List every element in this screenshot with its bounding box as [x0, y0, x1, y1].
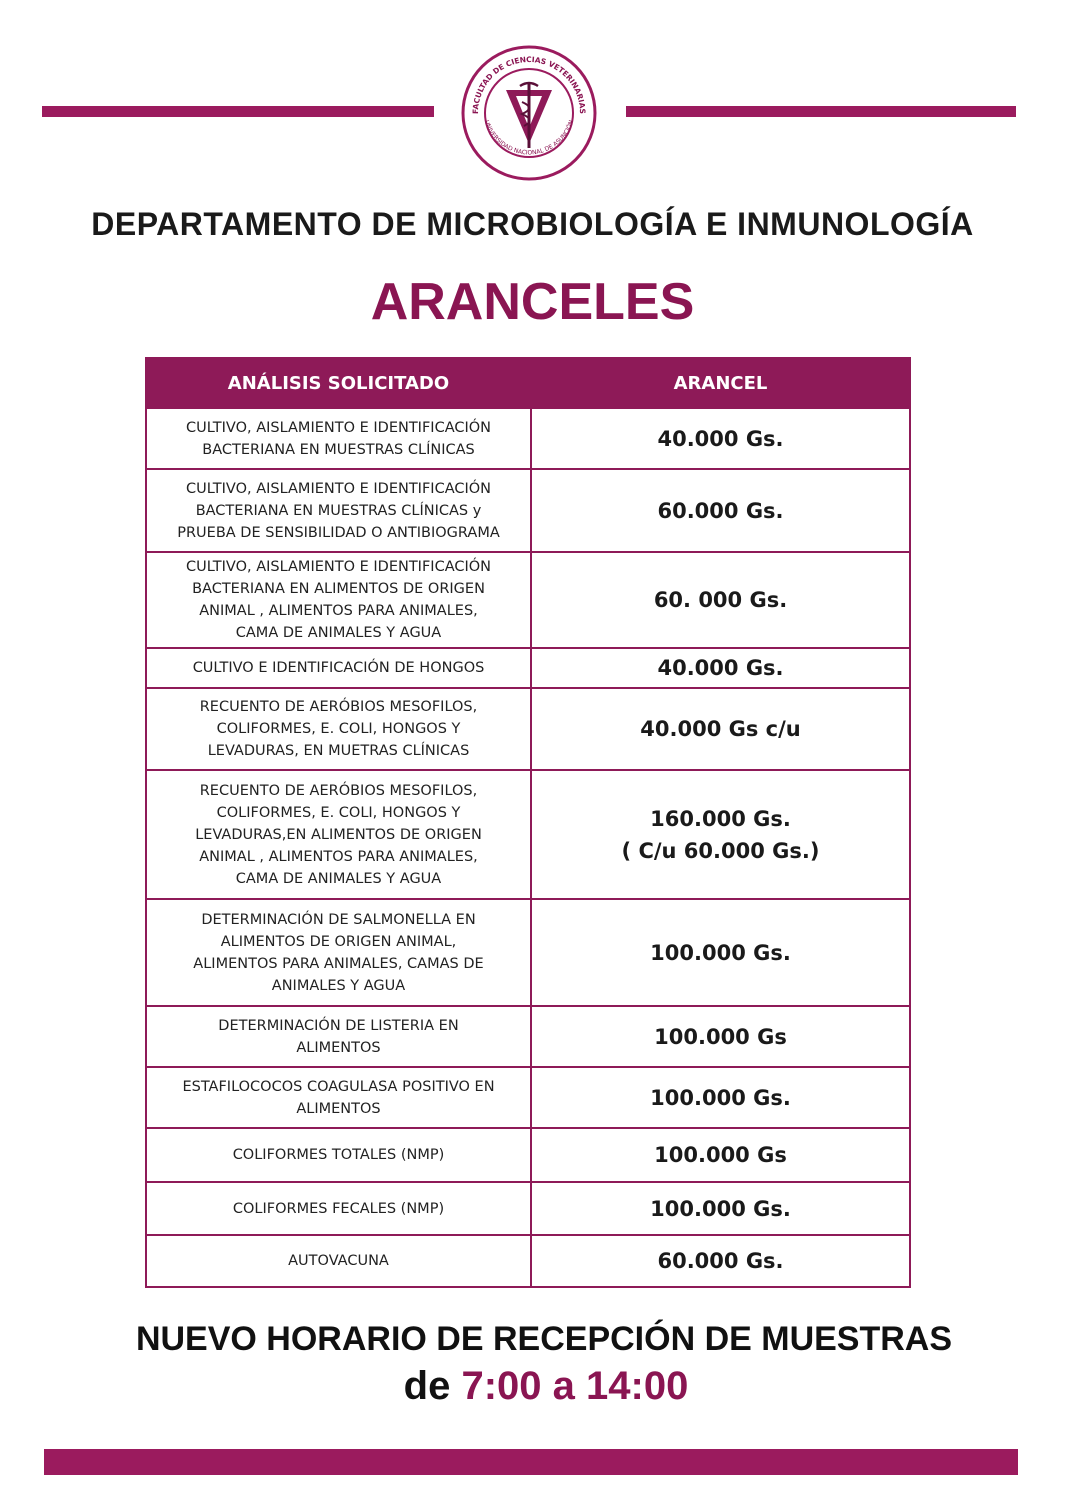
- price-cell: 100.000 Gs.: [531, 899, 910, 1006]
- analysis-cell: COLIFORMES TOTALES (NMP): [146, 1128, 531, 1182]
- analysis-cell: CULTIVO, AISLAMIENTO E IDENTIFICACIÓN BACTERIANA EN MUESTRAS CLÍNICAS: [146, 408, 531, 469]
- price-cell: 160.000 Gs. ( C/u 60.000 Gs.): [531, 770, 910, 899]
- price-cell: 60.000 Gs.: [531, 1235, 910, 1287]
- price-cell: 100.000 Gs.: [531, 1182, 910, 1235]
- table-row: [146, 688, 910, 770]
- analysis-cell: RECUENTO DE AERÓBIOS MESOFILOS, COLIFORMES, E. COLI, HONGOS Y LEVADURAS, EN MUETRAS CLÍNICAS: [146, 688, 531, 770]
- schedule-prefix: de: [403, 1364, 451, 1408]
- price-cell: 40.000 Gs.: [531, 648, 910, 688]
- page-title: ARANCELES: [370, 273, 695, 331]
- price-cell: 40.000 Gs c/u: [531, 688, 910, 770]
- table-row: [146, 648, 910, 688]
- department-name: DEPARTAMENTO DE MICROBIOLOGÍA E INMUNOLOGÍA: [91, 206, 974, 242]
- column-header-fee: ARANCEL: [531, 358, 910, 408]
- price-cell: 100.000 Gs: [531, 1128, 910, 1182]
- decorative-bar-right: [626, 106, 1016, 117]
- analysis-cell: ESTAFILOCOCOS COAGULASA POSITIVO EN ALIMENTOS: [146, 1067, 531, 1128]
- table-row: [146, 1235, 910, 1287]
- price-cell: 40.000 Gs.: [531, 408, 910, 469]
- price-cell: 60.000 Gs.: [531, 469, 910, 552]
- schedule-title: NUEVO HORARIO DE RECEPCIÓN DE MUESTRAS: [135, 1320, 953, 1358]
- caduceus-v-icon: [506, 82, 552, 148]
- price-cell: 60. 000 Gs.: [531, 552, 910, 648]
- faculty-seal-logo: [460, 44, 598, 182]
- price-cell: 100.000 Gs.: [531, 1067, 910, 1128]
- price-cell: 100.000 Gs: [531, 1006, 910, 1067]
- table-row: [146, 1182, 910, 1235]
- analysis-cell: DETERMINACIÓN DE SALMONELLA EN ALIMENTOS DE ORIGEN ANIMAL, ALIMENTOS PARA ANIMALES, CAMAS DE ANIMALES Y AGUA: [146, 899, 531, 1006]
- column-header-analysis: ANÁLISIS SOLICITADO: [146, 358, 531, 408]
- table-row: [146, 408, 910, 469]
- table-header-row: [146, 358, 910, 408]
- table-row: [146, 469, 910, 552]
- seal-ring-text-top: FACULTAD DE CIENCIAS VETERINARIAS: [470, 54, 588, 115]
- table-row: [146, 770, 910, 899]
- analysis-cell: COLIFORMES FECALES (NMP): [146, 1182, 531, 1235]
- analysis-cell: AUTOVACUNA: [146, 1235, 531, 1287]
- analysis-cell: RECUENTO DE AERÓBIOS MESOFILOS, COLIFORMES, E. COLI, HONGOS Y LEVADURAS,EN ALIMENTOS DE ORIGEN ANIMAL , ALIMENTOS PARA ANIMALES, CAMA DE ANIMALES Y AGUA: [146, 770, 531, 899]
- schedule-hours-line: [0, 1364, 1065, 1409]
- analysis-cell: CULTIVO E IDENTIFICACIÓN DE HONGOS: [146, 648, 531, 688]
- table-row: [146, 1128, 910, 1182]
- table-row: [146, 899, 910, 1006]
- decorative-bar-left: [42, 106, 434, 117]
- fees-table: [145, 357, 911, 1288]
- schedule-hours: 7:00 a 14:00: [461, 1364, 689, 1408]
- table-row: [146, 552, 910, 648]
- seal-ring-text-bottom: UNIVERSIDAD NACIONAL DE ASUNCIÓN: [482, 119, 576, 157]
- table-row: [146, 1006, 910, 1067]
- analysis-cell: CULTIVO, AISLAMIENTO E IDENTIFICACIÓN BACTERIANA EN MUESTRAS CLÍNICAS y PRUEBA DE SENSIBILIDAD O ANTIBIOGRAMA: [146, 469, 531, 552]
- decorative-bar-bottom: [44, 1449, 1018, 1475]
- table-row: [146, 1067, 910, 1128]
- analysis-cell: DETERMINACIÓN DE LISTERIA EN ALIMENTOS: [146, 1006, 531, 1067]
- analysis-cell: CULTIVO, AISLAMIENTO E IDENTIFICACIÓN BACTERIANA EN ALIMENTOS DE ORIGEN ANIMAL , ALIMENTOS PARA ANIMALES, CAMA DE ANIMALES Y AGUA: [146, 552, 531, 648]
